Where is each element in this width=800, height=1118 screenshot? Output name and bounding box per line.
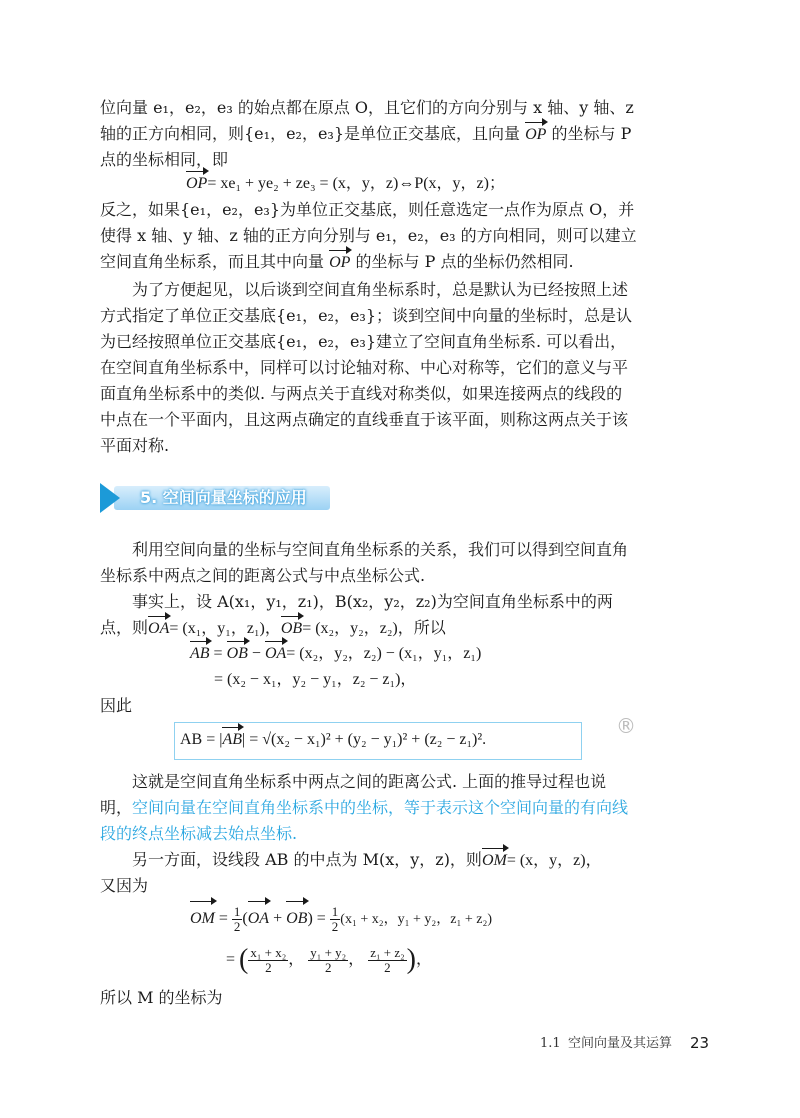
fraction-half: $\frac{1}{2}$: [331, 903, 339, 934]
vector-ob: OB: [226, 645, 248, 662]
text-line: 点，则OA= (x₁，y₁，z₁)，OB= (x₂，y₂，z₂)，所以: [100, 618, 446, 637]
text-line: 中点在一个平面内，且这两点确定的直线垂直于该平面，则称这两点关于该: [100, 410, 629, 429]
text-line: 为已经按照单位正交基底{e₁，e₂，e₃}建立了空间直角坐标系. 可以看出，: [100, 332, 627, 351]
text-line: 空间直角坐标系，而且其中向量 OP 的坐标与 P 点的坐标仍然相同.: [100, 252, 574, 271]
fraction-half: $\frac{1}{2}$: [233, 903, 241, 934]
section-arrow-icon: [100, 483, 120, 513]
footer-chapter-title: 空间向量及其运算: [568, 1036, 673, 1051]
vector-ab: AB: [222, 731, 242, 748]
fraction-z: $\frac{\text{z₁ + z₂}}{2}$: [370, 944, 405, 975]
text-line: 点的坐标相同，即: [100, 150, 229, 169]
text-line: 为了方便起见，以后谈到空间直角坐标系时，总是默认为已经按照上述: [132, 280, 629, 299]
text-line: 反之，如果{e₁，e₂，e₃}为单位正交基底，则任意选定一点作为原点 O，并: [100, 200, 635, 219]
section-heading: [100, 483, 332, 513]
text-line: 使得 x 轴、y 轴、z 轴的正方向分别与 e₁，e₂，e₃ 的方向相同，则可以建立: [100, 226, 637, 245]
formula-ab-result: = (x₂ − x₁，y₂ − y₁，z₂ − z₁)，: [214, 671, 417, 688]
text-line: 坐标系中两点之间的距离公式与中点坐标公式.: [100, 566, 426, 585]
highlighted-text: 空间向量在空间直角坐标系中的坐标，等于表示这个空间向量的有向线: [132, 798, 629, 817]
vector-op: OP: [329, 254, 351, 271]
vector-op: OP: [186, 175, 208, 192]
footer-chapter-number: 1.1: [540, 1036, 561, 1051]
formula-op: OP= xe₁ + ye₂ + ze₃ = (x，y，z)⇔P(x，y，z)；: [186, 175, 505, 192]
text-line: 在空间直角坐标系中，同样可以讨论轴对称、中心对称等，它们的意义与平: [100, 358, 629, 377]
text-line: 方式指定了单位正交基底{e₁，e₂，e₃}；谈到空间中向量的坐标时，总是认: [100, 306, 633, 325]
text-line: 面直角坐标系中的类似. 与两点关于直线对称类似，如果连接两点的线段的: [100, 384, 623, 403]
vector-om: OM: [481, 852, 507, 869]
text-line: 所以 M 的坐标为: [100, 988, 223, 1007]
formula-om: OM = $\frac{1}{2}$ (OA + OB) = $\frac{1}{2}$ (x₁ + x₂，y₁ + y₂，z₁ + z₂): [190, 903, 493, 934]
vector-ab: AB: [190, 645, 210, 662]
formula-ab: AB = OB − OA= (x₂，y₂，z₂) − (x₁，y₁，z₁): [190, 645, 482, 662]
text-line: 平面对称.: [100, 436, 170, 455]
text-line: 事实上，设 A(x₁，y₁，z₁)，B(x₂，y₂，z₂)为空间直角坐标系中的两: [132, 592, 613, 611]
vector-ob: OB: [286, 904, 307, 934]
text-line: 又因为: [100, 876, 149, 895]
vector-oa: OA: [248, 904, 269, 934]
fraction-x: $\frac{\text{x₁ + x₂}}{2}$: [250, 944, 287, 975]
text-line: 位向量 e₁，e₂，e₃ 的始点都在原点 O，且它们的方向分别与 x 轴、y 轴、z: [100, 98, 634, 117]
highlighted-text: 段的终点坐标减去始点坐标.: [100, 824, 298, 843]
section-title: 5. 空间向量坐标的应用: [140, 488, 307, 507]
text-line: 轴的正方向相同，则{e₁，e₂，e₃}是单位正交基底，且向量 OP 的坐标与 P: [100, 124, 632, 143]
page-number: 23: [690, 1034, 710, 1052]
text-line: 利用空间向量的坐标与空间直角坐标系的关系，我们可以得到空间直角: [132, 540, 629, 559]
vector-oa: OA: [148, 620, 170, 637]
vector-om: OM: [190, 904, 215, 934]
vector-oa: OA: [264, 645, 287, 662]
registered-mark: ®: [616, 714, 636, 738]
text-line: 这就是空间直角坐标系中两点之间的距离公式. 上面的推导过程也说: [132, 772, 607, 791]
text-line: 明，空间向量在空间直角坐标系中的坐标，等于表示这个空间向量的有向线: [100, 798, 629, 817]
text-line: 另一方面，设线段 AB 的中点为 M(x，y，z)，则OM= (x，y，z)，: [132, 850, 602, 869]
distance-formula: AB = |AB| = √(x₂ − x₁)² + (y₂ − y₁)² + (z₂ − z₁)².: [180, 731, 487, 748]
formula-midpoint: = ( $\frac{\text{x₁ + x₂}}{2}$ ， $\frac{\text{y₁ + y₂}}{2}$ ， $\frac{\text{z₁ + z₂}}{2}$ )，: [226, 944, 432, 976]
vector-ob: OB: [280, 620, 303, 637]
vector-op: OP: [525, 126, 547, 143]
fraction-y: $\frac{\text{y₁ + y₂}}{2}$: [310, 944, 347, 975]
text-line: 因此: [100, 696, 133, 715]
